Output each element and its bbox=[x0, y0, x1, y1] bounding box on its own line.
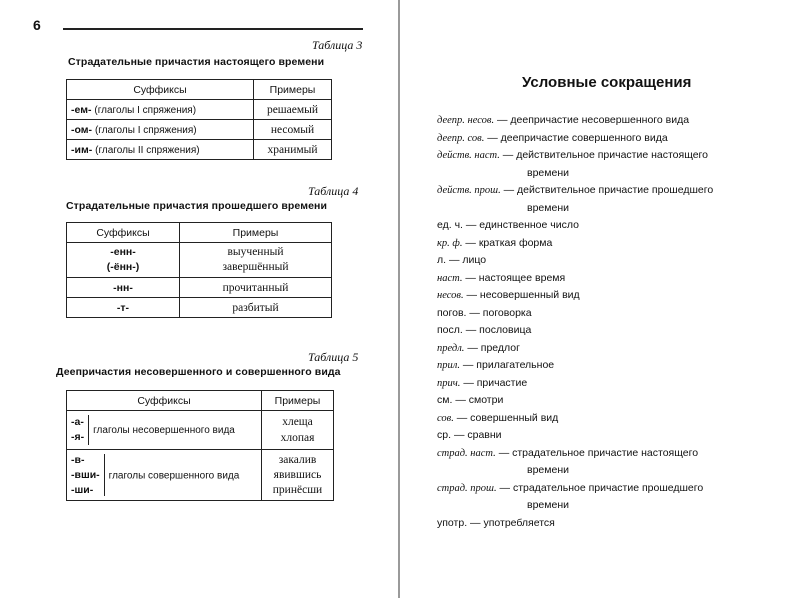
example-cell bbox=[262, 450, 334, 501]
abbreviation-definition: — причастие bbox=[463, 376, 528, 389]
header-cell: Примеры bbox=[254, 80, 332, 100]
abbreviation-definition: — поговорка bbox=[469, 306, 532, 319]
abbreviation-term: л. bbox=[437, 254, 447, 266]
abbreviation-item bbox=[437, 375, 777, 393]
abbreviation-definition: — сравни bbox=[453, 429, 502, 441]
abbreviation-item bbox=[437, 305, 777, 323]
suffix: -т- bbox=[116, 301, 130, 314]
suffix-cell bbox=[67, 298, 180, 318]
table-header-row bbox=[67, 391, 334, 411]
suffix-cell bbox=[67, 278, 180, 298]
example-cell: хранимый bbox=[254, 140, 332, 160]
suffix-cell bbox=[67, 411, 262, 450]
table3-caption: Таблица 3 bbox=[312, 38, 363, 52]
suffix-group bbox=[71, 415, 84, 445]
abbreviation-definition: — употребляется bbox=[470, 516, 555, 529]
suffix: -им- bbox=[71, 143, 93, 156]
abbreviation-definition: — действительное причастие настоящего bbox=[502, 149, 708, 161]
table-row bbox=[67, 278, 332, 298]
suffix: (-ённ-) bbox=[106, 261, 140, 273]
abbreviation-item bbox=[437, 235, 777, 253]
abbreviation-definition: — предлог bbox=[467, 341, 520, 354]
abbreviation-item bbox=[437, 357, 777, 375]
example: хлеща bbox=[282, 416, 313, 428]
header-cell: Суффиксы bbox=[67, 80, 254, 100]
abbreviation-item bbox=[437, 147, 777, 165]
abbreviation-term: ср. bbox=[437, 429, 452, 441]
abbreviation-item bbox=[437, 480, 777, 498]
suffix: -ом- bbox=[71, 123, 93, 136]
abbreviation-definition: — единственное число bbox=[465, 219, 579, 231]
header-cell: Суффиксы bbox=[67, 391, 262, 411]
abbreviation-definition: — страдательное причастие прошедшего bbox=[499, 481, 704, 494]
abbreviation-item bbox=[437, 252, 777, 270]
header-rule bbox=[63, 28, 363, 30]
abbreviation-item bbox=[437, 112, 777, 130]
abbreviation-term: сов. bbox=[437, 412, 454, 424]
book-spine bbox=[398, 0, 400, 598]
abbreviation-definition: — прилагательное bbox=[462, 359, 555, 371]
example-cell bbox=[180, 243, 332, 278]
header-cell: Примеры bbox=[180, 223, 332, 243]
abbreviation-definition: — совершенный вид bbox=[456, 411, 559, 424]
abbreviation-item bbox=[437, 182, 777, 200]
suffix-cell bbox=[67, 140, 254, 160]
gloss: глаголы несовершенного вида bbox=[93, 424, 235, 436]
gloss: (глаголы I спряжения) bbox=[94, 124, 197, 136]
suffix: -ем- bbox=[71, 103, 92, 116]
table5-title: Деепричастия несовершенного и совершенного вида bbox=[56, 366, 341, 378]
table3-title: Страдательные причастия настоящего времени bbox=[68, 56, 325, 68]
abbreviation-definition-continuation: времени bbox=[527, 464, 569, 476]
page-number: 6 bbox=[33, 17, 41, 33]
gloss: (глаголы I спряжения) bbox=[94, 104, 197, 116]
table3 bbox=[66, 79, 332, 160]
abbreviation-definition: — пословица bbox=[465, 324, 532, 336]
abbreviation-term: прич. bbox=[437, 377, 461, 389]
abbreviation-term: страд. наст. bbox=[437, 447, 496, 459]
abbreviation-item bbox=[437, 340, 777, 358]
suffix-cell bbox=[67, 120, 254, 140]
abbreviation-definition: — деепричастие несовершенного вида bbox=[497, 114, 690, 126]
abbreviation-definition: — страдательное причастие настоящего bbox=[498, 446, 699, 459]
abbreviation-definition: — несовершенный вид bbox=[466, 289, 580, 301]
example-cell: несомый bbox=[254, 120, 332, 140]
abbreviation-item bbox=[437, 445, 777, 463]
suffix: -в- bbox=[71, 453, 85, 466]
example-cell: прочитанный bbox=[180, 278, 332, 298]
abbreviation-term: страд. прош. bbox=[437, 482, 497, 494]
table5-caption: Таблица 5 bbox=[308, 350, 359, 364]
abbreviations-list bbox=[437, 112, 777, 532]
example: выученный bbox=[227, 246, 284, 258]
abbreviation-term: кр. ф. bbox=[437, 237, 463, 249]
abbreviation-term: действ. наст. bbox=[437, 150, 500, 161]
table-row bbox=[67, 411, 334, 450]
gloss: (глаголы II спряжения) bbox=[95, 144, 200, 156]
suffix: -ши- bbox=[71, 483, 94, 496]
header-cell: Суффиксы bbox=[67, 223, 180, 243]
abbreviation-definition: — настоящее время bbox=[465, 271, 566, 284]
abbreviation-term: деепр. несов. bbox=[437, 115, 495, 126]
bracket bbox=[88, 415, 89, 445]
example-cell bbox=[262, 411, 334, 450]
suffix: -нн- bbox=[113, 281, 133, 294]
abbreviation-item bbox=[437, 130, 777, 148]
table-row bbox=[67, 450, 334, 501]
abbreviation-definition-continuation: времени bbox=[527, 499, 569, 511]
suffix: -енн- bbox=[110, 246, 136, 258]
abbreviation-item bbox=[437, 410, 777, 428]
table5 bbox=[66, 390, 334, 501]
example: закалив bbox=[278, 453, 317, 466]
table-row bbox=[67, 140, 332, 160]
example: явившись bbox=[273, 468, 322, 481]
example-cell: разбитый bbox=[180, 298, 332, 318]
example: завершённый bbox=[222, 261, 289, 273]
abbreviation-definition: — лицо bbox=[448, 254, 487, 266]
abbreviation-item bbox=[437, 287, 777, 305]
example: принёсши bbox=[272, 483, 323, 496]
example: хлопая bbox=[280, 432, 315, 444]
abbreviations-title: Условные сокращения bbox=[522, 74, 692, 91]
suffix-cell bbox=[67, 450, 262, 501]
table4-title: Страдательные причастия прошедшего времени bbox=[66, 200, 328, 212]
abbreviation-term: ед. ч. bbox=[437, 219, 463, 231]
table4-caption: Таблица 4 bbox=[308, 184, 359, 198]
example-cell: решаемый bbox=[254, 100, 332, 120]
suffix: -вши- bbox=[71, 468, 100, 481]
left-page bbox=[0, 0, 398, 598]
suffix: -а- bbox=[71, 416, 84, 428]
abbreviation-term: наст. bbox=[437, 272, 463, 284]
abbreviation-definition: — смотри bbox=[455, 394, 504, 406]
abbreviation-term: погов. bbox=[437, 306, 467, 319]
abbreviation-definition: — деепричастие совершенного вида bbox=[487, 131, 668, 144]
abbreviation-definition-continuation: времени bbox=[527, 201, 569, 214]
table-row bbox=[67, 298, 332, 318]
abbreviation-definition: — краткая форма bbox=[465, 236, 553, 249]
table-row bbox=[67, 243, 332, 278]
bracket bbox=[104, 454, 105, 496]
abbreviation-definition-continuation: времени bbox=[527, 166, 569, 179]
abbreviation-term: употр. bbox=[437, 516, 468, 529]
abbreviation-item bbox=[437, 270, 777, 288]
table-row bbox=[67, 120, 332, 140]
suffix-cell bbox=[67, 243, 180, 278]
abbreviation-term: деепр. сов. bbox=[437, 132, 485, 144]
suffix: -я- bbox=[71, 431, 85, 443]
abbreviation-item bbox=[437, 515, 777, 533]
abbreviation-item bbox=[437, 217, 777, 235]
suffix-cell bbox=[67, 100, 254, 120]
suffix-group bbox=[71, 453, 100, 498]
table4 bbox=[66, 222, 332, 318]
table-header-row bbox=[67, 223, 332, 243]
abbreviation-term: несов. bbox=[437, 290, 464, 301]
abbreviation-item bbox=[437, 322, 777, 340]
gloss: глаголы совершенного вида bbox=[108, 469, 240, 481]
abbreviation-term: см. bbox=[437, 394, 453, 406]
table-row bbox=[67, 100, 332, 120]
abbreviation-definition: — действительное причастие прошедшего bbox=[503, 184, 714, 196]
abbreviation-item bbox=[437, 392, 777, 410]
abbreviation-term: предл. bbox=[437, 342, 465, 354]
header-cell: Примеры bbox=[262, 391, 334, 411]
abbreviation-term: посл. bbox=[437, 324, 463, 336]
table-header-row bbox=[67, 80, 332, 100]
abbreviation-term: действ. прош. bbox=[437, 185, 501, 196]
abbreviation-item bbox=[437, 427, 777, 445]
abbreviation-term: прил. bbox=[437, 360, 460, 371]
